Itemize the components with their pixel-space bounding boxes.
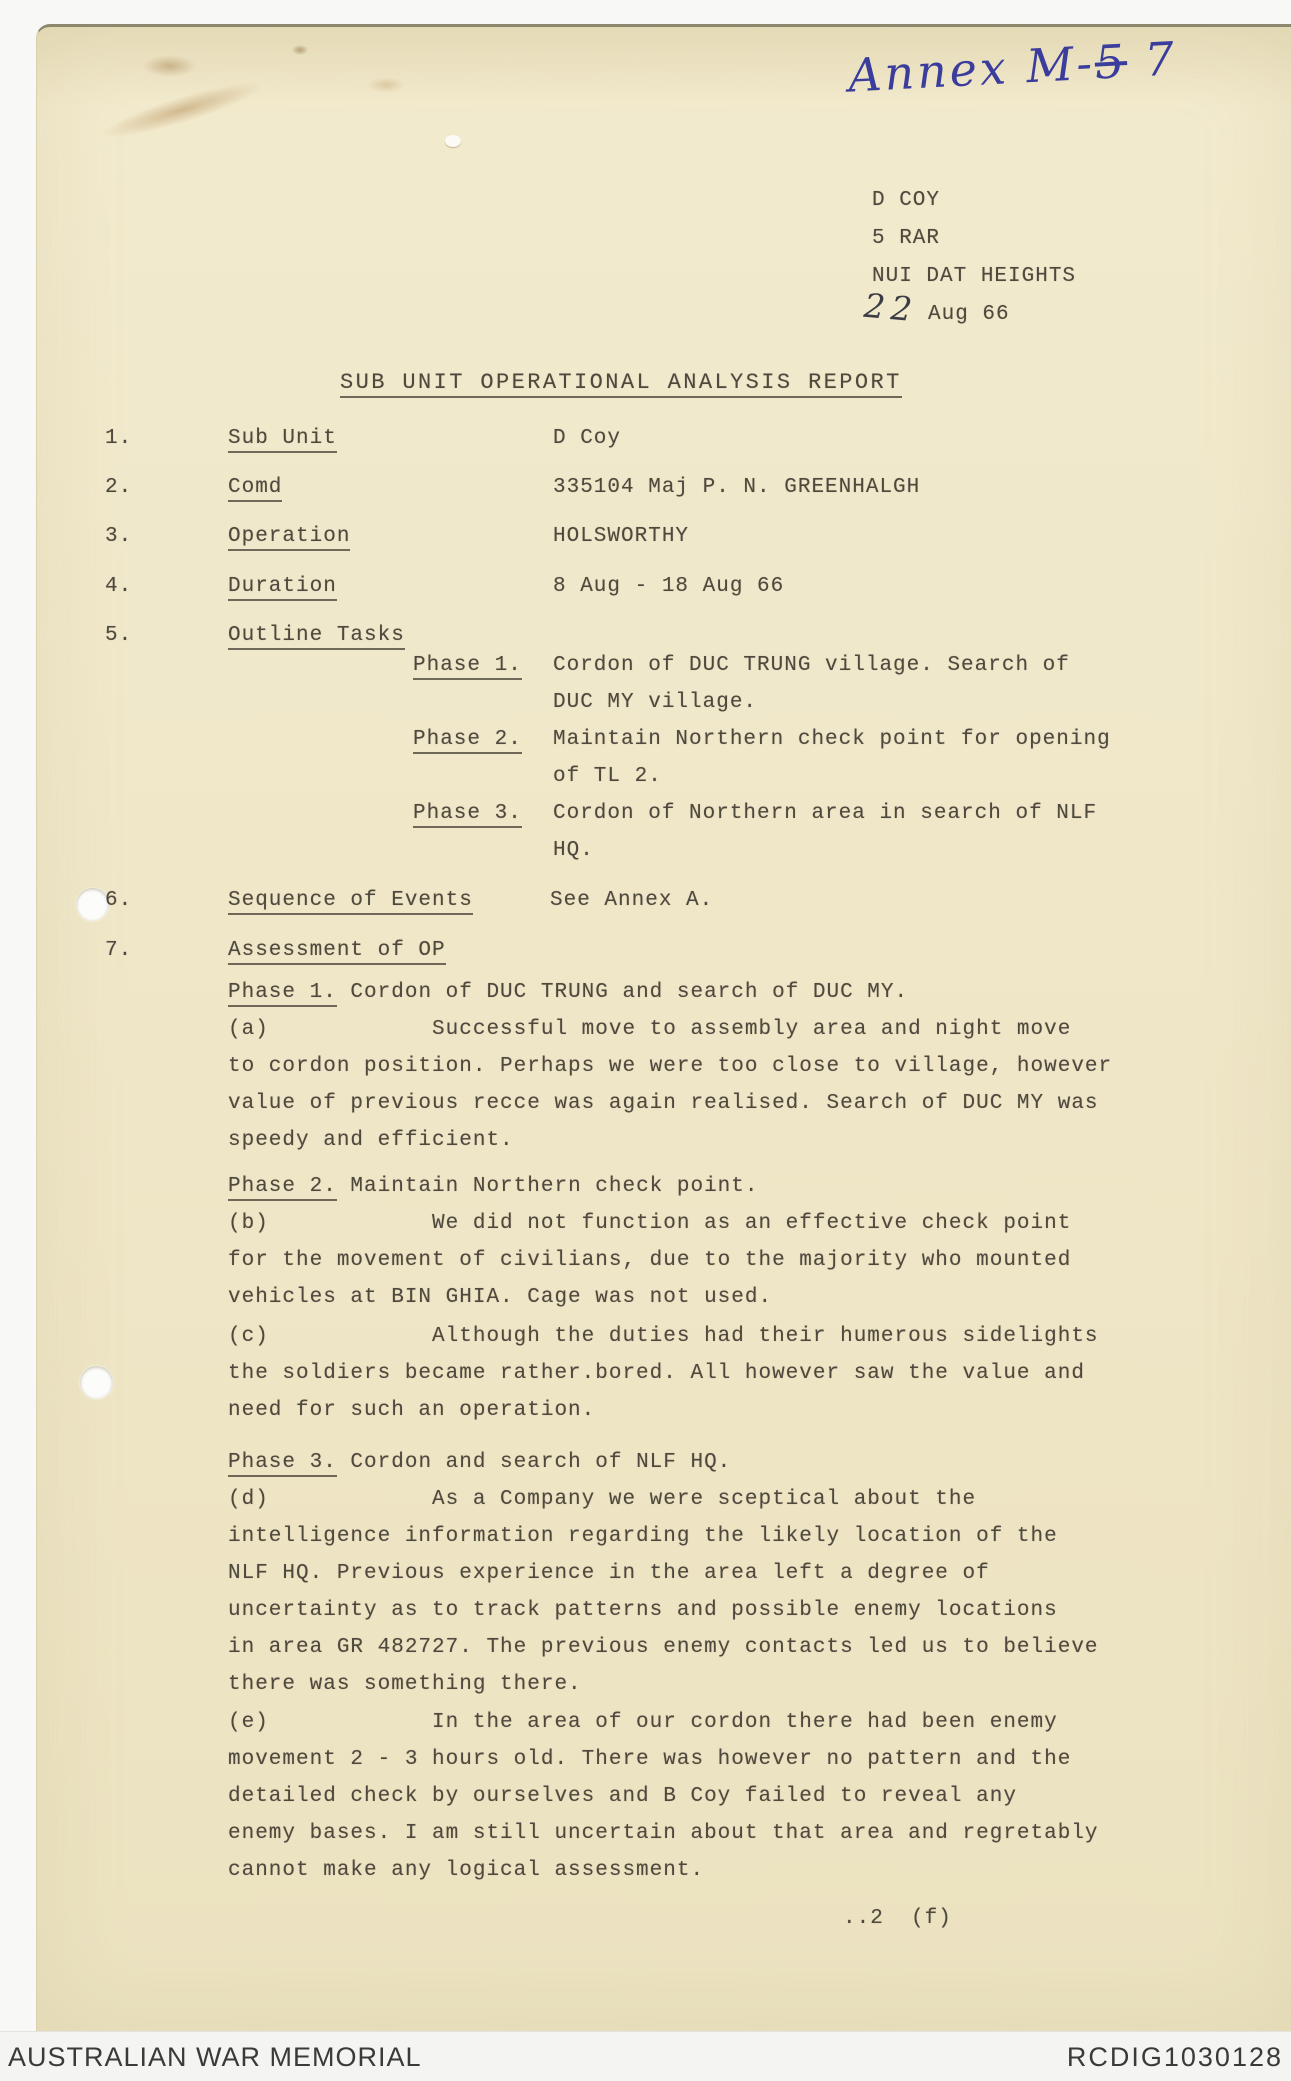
paragraph-line: NLF HQ. Previous experience in the area left a degree of (228, 1562, 990, 1585)
phase-label (413, 655, 522, 680)
item-number: 7. (105, 939, 133, 962)
annex-text: Annex M- (846, 35, 1097, 103)
header-date: Aug 66 (928, 303, 1010, 326)
item-label-text: Duration (228, 576, 337, 601)
paragraph-line: there was something there. (228, 1673, 582, 1696)
item-value: D Coy (553, 427, 622, 450)
paragraph-line: (e) In the area of our cordon there had been enemy (228, 1711, 1058, 1734)
page-continuation-mark: ..2 (f) (843, 1907, 952, 1930)
paragraph-line: (d) As a Company we were sceptical about the (228, 1488, 977, 1511)
paragraph-line: enemy bases. I am still uncertain about that area and regretably (228, 1822, 1099, 1845)
phase-label-text: Phase 2. (413, 729, 522, 754)
phase-label-text: Phase 2. (228, 1176, 337, 1201)
item-number: 1. (105, 427, 133, 450)
paragraph-line: vehicles at BIN GHIA. Cage was not used. (228, 1286, 773, 1309)
item-value: See Annex A. (550, 889, 714, 912)
header-unit: D COY (872, 189, 941, 212)
report-title-text: SUB UNIT OPERATIONAL ANALYSIS REPORT (340, 372, 902, 398)
paragraph-line: intelligence information regarding the likely location of the (228, 1525, 1058, 1548)
phase-label (413, 803, 522, 828)
item-label (228, 477, 282, 502)
item-value: 8 Aug - 18 Aug 66 (553, 575, 785, 598)
item-number: 6. (105, 889, 133, 912)
paragraph-line: (a) Successful move to assembly area and night move (228, 1018, 1072, 1041)
assessment-phase3-heading (228, 1452, 731, 1477)
item-label (228, 526, 350, 551)
phase-heading-text: Cordon of DUC TRUNG and search of DUC MY. (336, 981, 909, 1004)
item-label (228, 940, 446, 965)
phase-label (413, 729, 522, 754)
item-value: HOLSWORTHY (553, 525, 690, 548)
item-label-text: Outline Tasks (228, 625, 405, 650)
phase-label-text: Phase 1. (228, 982, 337, 1007)
phase-label-text: Phase 3. (413, 803, 522, 828)
item-number: 5. (105, 624, 133, 647)
paragraph-line: uncertainty as to track patterns and possible enemy locations (228, 1599, 1058, 1622)
item-label (228, 890, 473, 915)
phase-task-line: Maintain Northern check point for opening (553, 728, 1111, 751)
item-number: 2. (105, 476, 133, 499)
paragraph-line: in area GR 482727. The previous enemy contacts led us to believe (228, 1636, 1099, 1659)
phase-label-text: Phase 3. (228, 1452, 337, 1477)
phase-heading-text: Cordon and search of NLF HQ. (336, 1451, 732, 1474)
paragraph-line: to cordon position. Perhaps we were too close to village, however (228, 1055, 1113, 1078)
stain-mark (97, 73, 267, 148)
item-number: 3. (105, 525, 133, 548)
paragraph-line: (c) Although the duties had their humerous sidelights (228, 1325, 1099, 1348)
item-label (228, 625, 405, 650)
annex-number: 7 (1125, 31, 1179, 88)
hole-punch (80, 1366, 113, 1399)
item-label-text: Sequence of Events (228, 890, 473, 915)
paragraph-line: movement 2 - 3 hours old. There was however no pattern and the (228, 1748, 1072, 1771)
handwritten-date-day: 22 (862, 285, 920, 330)
paragraph-line: need for such an operation. (228, 1399, 596, 1422)
paragraph-line: detailed check by ourselves and B Coy failed to reveal any (228, 1785, 1017, 1808)
item-number: 4. (105, 575, 133, 598)
stain-mark (142, 55, 197, 77)
stain-mark (367, 77, 405, 93)
phase-task-line: HQ. (553, 839, 594, 862)
header-location: NUI DAT HEIGHTS (872, 265, 1077, 288)
viewer-footer-bar (0, 2031, 1291, 2081)
phase-task-line: Cordon of Northern area in search of NLF (553, 802, 1098, 825)
item-label-text: Assessment of OP (228, 940, 446, 965)
phase-task-line: DUC MY village. (553, 691, 758, 714)
paragraph-line: for the movement of civilians, due to the majority who mounted (228, 1249, 1072, 1272)
phase-label-text: Phase 1. (413, 655, 522, 680)
phase-heading-text: Maintain Northern check point. (336, 1175, 759, 1198)
paper-chip (445, 135, 461, 147)
paragraph-line: speedy and efficient. (228, 1129, 514, 1152)
phase-task-line: of TL 2. (553, 765, 662, 788)
archive-name-label: AUSTRALIAN WAR MEMORIAL (8, 2042, 422, 2072)
item-label-text: Operation (228, 526, 350, 551)
item-label (228, 576, 337, 601)
paragraph-line: (b) We did not function as an effective check point (228, 1212, 1072, 1235)
phase-task-line: Cordon of DUC TRUNG village. Search of (553, 654, 1070, 677)
item-value: 335104 Maj P. N. GREENHALGH (553, 476, 921, 499)
annex-struck-character: 5 (1093, 34, 1129, 90)
assessment-phase2-heading (228, 1176, 759, 1201)
paragraph-line: cannot make any logical assessment. (228, 1859, 705, 1882)
item-label (228, 428, 337, 453)
paragraph-line: the soldiers became rather.bored. All however saw the value and (228, 1362, 1085, 1385)
item-label-text: Comd (228, 477, 282, 502)
header-battalion: 5 RAR (872, 227, 941, 250)
stain-mark (292, 45, 308, 55)
paragraph-line: value of previous recce was again realised. Search of DUC MY was (228, 1092, 1099, 1115)
assessment-phase1-heading (228, 982, 908, 1007)
report-title (340, 372, 902, 398)
record-id-label: RCDIG1030128 (1066, 2042, 1283, 2072)
item-label-text: Sub Unit (228, 428, 337, 453)
